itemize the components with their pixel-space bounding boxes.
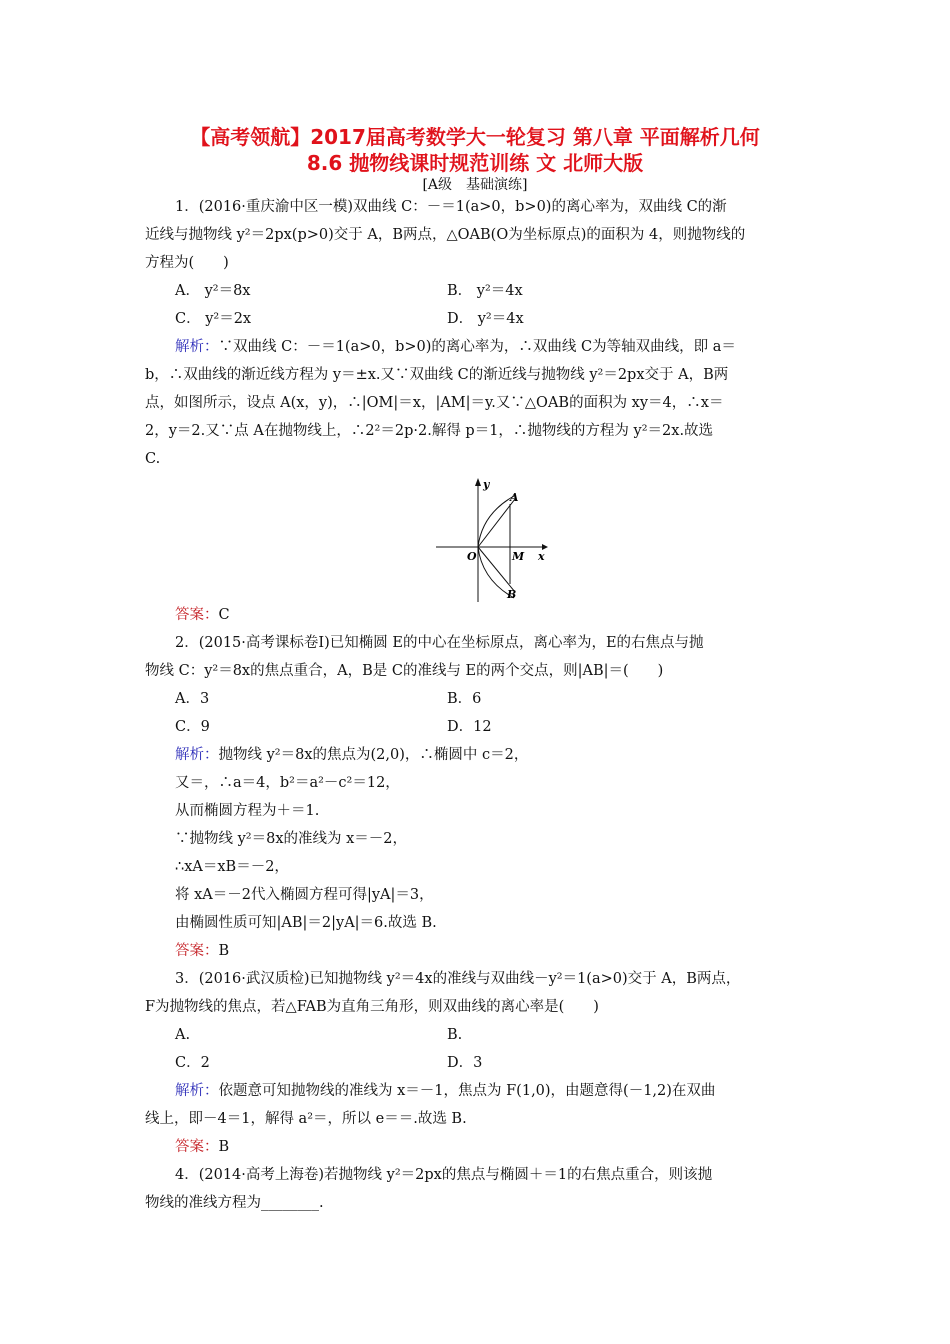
q3-answer-line	[175, 1136, 229, 1158]
q2-answer: B	[218, 943, 230, 959]
q1-analysis-line4: 2，y＝2.又∵点 A在抛物线上，∴2²＝2p·2.解得 p＝1，∴抛物线的方程为 y²＝2x.故选	[145, 423, 714, 439]
q2-line2: 物线 C：y²＝8x的焦点重合，A，B是 C的准线与 E的两个交点，则|AB|＝( )	[145, 663, 664, 679]
q2-option-b: B．6	[447, 691, 482, 707]
q1-analysis-line3: 点，如图所示，设点 A(x，y)，∴|OM|＝x，|AM|＝y.又∵△OAB的面积为 xy＝4，∴x＝	[145, 395, 724, 411]
q3-analysis-line2: 线上，即－4＝1，解得 a²＝，所以 e＝＝.故选 B.	[145, 1111, 467, 1127]
doc-title-line2: 8.6 抛物线课时规范训练 文 北师大版	[306, 151, 644, 175]
label-x: x	[538, 550, 545, 563]
q1-answer: C	[218, 607, 230, 623]
q2-analysis-text1: 抛物线 y²＝8x的焦点为(2,0)，∴椭圆中 c＝2，	[218, 747, 529, 763]
answer-label: 答案：	[175, 1139, 219, 1155]
q2-analysis-line5: ∴xA＝xB＝－2，	[175, 859, 289, 875]
q1-analysis-line1	[175, 336, 736, 358]
q1-line3: 方程为( )	[145, 255, 229, 271]
q1-option-c: C． y²＝2x	[175, 311, 252, 327]
q2-option-d: D．12	[447, 719, 492, 735]
q3-option-c: C．2	[175, 1055, 210, 1071]
answer-label: 答案：	[175, 943, 219, 959]
q3-option-a: A.	[175, 1027, 191, 1043]
q4-line1: 4．(2014·高考上海卷)若抛物线 y²＝2px的焦点与椭圆＋＝1的右焦点重合，则该抛	[175, 1167, 713, 1183]
label-o: O	[467, 550, 477, 563]
q1-analysis-text1: ∵双曲线 C：－＝1(a>0，b>0)的离心率为，∴双曲线 C为等轴双曲线，即 a＝	[218, 339, 736, 355]
q3-analysis-line1	[175, 1080, 715, 1102]
label-b: B	[507, 588, 517, 601]
answer-label: 答案：	[175, 607, 219, 623]
y-axis-arrow	[475, 478, 481, 486]
q2-analysis-line1	[175, 744, 528, 766]
q4-line2: 物线的准线方程为________.	[145, 1195, 324, 1211]
q1-answer-line	[175, 604, 230, 626]
analysis-label: 解析：	[175, 1083, 219, 1099]
q2-option-c: C．9	[175, 719, 210, 735]
q2-analysis-line3: 从而椭圆方程为＋＝1.	[175, 803, 320, 819]
q3-line2: F为抛物线的焦点，若△FAB为直角三角形，则双曲线的离心率是( )	[145, 999, 599, 1015]
label-m: M	[512, 550, 525, 563]
q2-answer-line	[175, 940, 229, 962]
analysis-label: 解析：	[175, 339, 219, 355]
q1-line2: 近线与抛物线 y²＝2px(p>0)交于 A，B两点，△OAB(O为坐标原点)的面积为 4，则抛物线的	[145, 227, 746, 243]
q3-option-b: B.	[447, 1027, 463, 1043]
q2-analysis-line2: 又＝，∴a＝4，b²＝a²－c²＝12，	[175, 775, 400, 791]
q2-option-a: A．3	[175, 691, 210, 707]
analysis-label: 解析：	[175, 747, 219, 763]
label-y: y	[483, 478, 490, 491]
q1-analysis-line5: C.	[145, 451, 161, 467]
q2-line1: 2．(2015·高考课标卷Ⅰ)已知椭圆 E的中心在坐标原点，离心率为，E的右焦点与抛	[175, 635, 704, 651]
q3-option-d: D．3	[447, 1055, 483, 1071]
q1-line1: 1．(2016·重庆渝中区一模)双曲线 C：－＝1(a>0，b>0)的离心率为，双曲线 C的渐	[175, 199, 727, 215]
q1-analysis-line2: b，∴双曲线的渐近线方程为 y＝±x.又∵双曲线 C的渐近线与抛物线 y²＝2px交于 A，B两	[145, 367, 729, 383]
doc-title-line1: 【高考领航】2017届高考数学大一轮复习 第八章 平面解析几何	[190, 125, 760, 149]
label-a: A	[510, 491, 519, 504]
q2-analysis-line4: ∵抛物线 y²＝8x的准线为 x＝－2，	[175, 831, 408, 847]
q1-option-a: A． y²＝8x	[175, 283, 251, 299]
q1-option-b: B． y²＝4x	[447, 283, 523, 299]
q3-line1: 3．(2016·武汉质检)已知抛物线 y²＝4x的准线与双曲线－y²＝1(a>0)交于 A，B两点，	[175, 971, 741, 987]
parabola-figure	[430, 474, 550, 604]
q2-analysis-line6: 将 xA＝－2代入椭圆方程可得|yA|＝3，	[175, 887, 434, 903]
q3-analysis-text1: 依题意可知抛物线的准线为 x＝－1，焦点为 F(1,0)，由题意得(－1,2)在双曲	[218, 1083, 716, 1099]
line-oa	[478, 499, 515, 547]
q1-option-d: D． y²＝4x	[447, 311, 524, 327]
q3-answer: B	[218, 1139, 230, 1155]
q2-analysis-line7: 由椭圆性质可知|AB|＝2|yA|＝6.故选 B.	[175, 915, 437, 931]
section-subtitle: [A级 基础演练]	[422, 177, 528, 193]
